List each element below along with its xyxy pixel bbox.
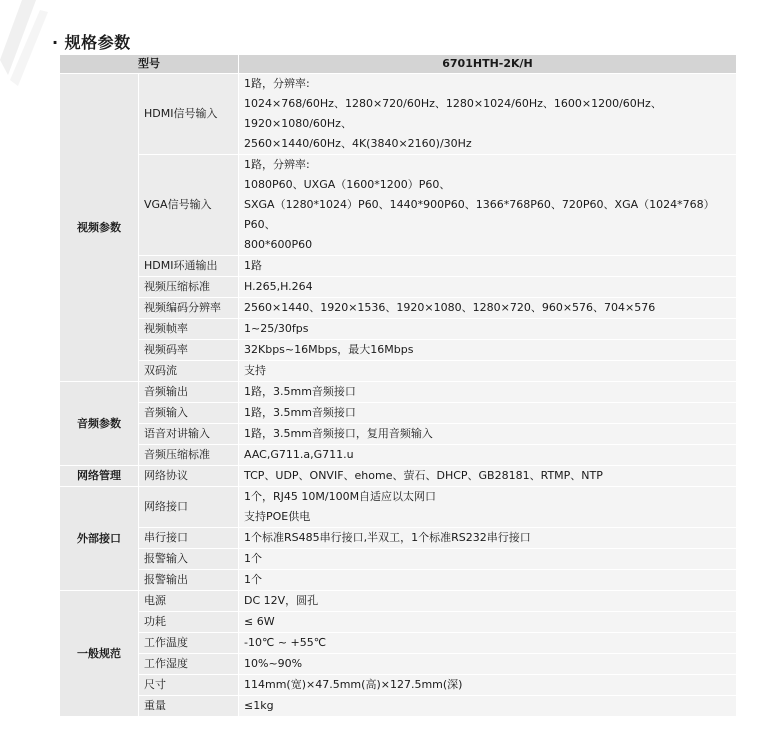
header-label: 型号 [60,55,239,74]
spec-row [60,382,737,403]
spec-value [239,633,737,654]
spec-value [239,340,737,361]
spec-label: 视频帧率 [139,319,239,340]
spec-table [59,54,737,717]
spec-label: 音频输出 [139,382,239,403]
spec-label: 重量 [139,696,239,717]
spec-header-row [60,55,737,74]
spec-body [60,74,737,717]
spec-category: 外部接口 [60,487,139,591]
spec-label: 网络协议 [139,466,239,487]
spec-row [60,487,737,528]
spec-value [239,256,737,277]
spec-value [239,382,737,403]
spec-value [239,155,737,256]
spec-value-line: SXGA（1280*1024）P60、1440*900P60、1366*768P60、720P60、XGA（1024*768）P60、 [244,198,715,231]
spec-value-line: 1路 [244,259,262,272]
spec-label: 电源 [139,591,239,612]
spec-value-line: ≤ 6W [244,615,275,628]
spec-value-line: 支持 [244,364,266,377]
spec-value [239,319,737,340]
spec-label: 音频压缩标准 [139,445,239,466]
spec-row [60,445,737,466]
spec-label: 工作湿度 [139,654,239,675]
spec-value-line: 1个 [244,573,262,586]
spec-category: 视频参数 [60,74,139,382]
spec-label: VGA信号输入 [139,155,239,256]
spec-row [60,633,737,654]
spec-value [239,74,737,155]
spec-category: 音频参数 [60,382,139,466]
spec-row [60,277,737,298]
spec-label: 视频码率 [139,340,239,361]
spec-value-line: -10℃ ~ +55℃ [244,636,327,649]
spec-row [60,74,737,155]
spec-value-line: 1个，RJ45 10M/100M自适应以太网口 [244,490,437,503]
spec-row [60,403,737,424]
spec-value-line: 1个 [244,552,262,565]
spec-label: 音频输入 [139,403,239,424]
spec-value [239,403,737,424]
spec-value [239,654,737,675]
spec-value [239,549,737,570]
spec-row [60,256,737,277]
spec-value-line: 10%~90% [244,657,303,670]
spec-row [60,528,737,549]
spec-value [239,528,737,549]
spec-value-line: 114mm(宽)×47.5mm(高)×127.5mm(深) [244,678,463,691]
spec-category: 一般规范 [60,591,139,717]
spec-value-line: 1个标准RS485串行接口,半双工，1个标准RS232串行接口 [244,531,531,544]
corner-watermark-shape [0,0,60,90]
spec-row [60,466,737,487]
spec-category: 网络管理 [60,466,139,487]
spec-row [60,675,737,696]
spec-value-line: 32Kbps~16Mbps，最大16Mbps [244,343,414,356]
spec-value [239,591,737,612]
spec-row [60,155,737,256]
spec-row [60,612,737,633]
spec-value-line: ≤1kg [244,699,274,712]
spec-value-line: 1024×768/60Hz、1280×720/60Hz、1280×1024/60Hz、1600×1200/60Hz、1920×1080/60Hz、 [244,97,662,130]
spec-value-line: 1路，分辨率: [244,77,310,90]
spec-value-line: 2560×1440/60Hz、4K(3840×2160)/30Hz [244,137,472,150]
spec-value [239,361,737,382]
spec-value [239,696,737,717]
spec-value-line: 1080P60、UXGA（1600*1200）P60、 [244,178,451,191]
spec-label: 功耗 [139,612,239,633]
spec-value-line: TCP、UDP、ONVIF、ehome、萤石、DHCP、GB28181、RTMP、NTP [244,469,603,482]
spec-value-line: 1~25/30fps [244,322,309,335]
spec-row [60,424,737,445]
spec-value [239,612,737,633]
spec-label: 双码流 [139,361,239,382]
spec-value-line: AAC,G711.a,G711.u [244,448,354,461]
spec-value-line: 支持POE供电 [244,510,311,523]
spec-label: HDMI环通输出 [139,256,239,277]
spec-label: 视频压缩标准 [139,277,239,298]
spec-value-line: 1路，3.5mm音频接口，复用音频输入 [244,427,433,440]
spec-label: 语音对讲输入 [139,424,239,445]
spec-row [60,570,737,591]
spec-value-line: 1路，3.5mm音频接口 [244,406,356,419]
spec-row [60,654,737,675]
spec-value [239,487,737,528]
spec-label: HDMI信号输入 [139,74,239,155]
spec-value [239,466,737,487]
spec-value [239,298,737,319]
spec-row [60,696,737,717]
spec-label: 串行接口 [139,528,239,549]
spec-value-line: DC 12V，圆孔 [244,594,319,607]
spec-value-line: 800*600P60 [244,238,313,251]
spec-row [60,361,737,382]
spec-value [239,277,737,298]
spec-label: 报警输入 [139,549,239,570]
spec-value-line: 1路，3.5mm音频接口 [244,385,356,398]
spec-value [239,570,737,591]
spec-value [239,424,737,445]
header-model: 6701HTH-2K/H [239,55,737,74]
spec-row [60,591,737,612]
spec-value [239,675,737,696]
spec-label: 网络接口 [139,487,239,528]
spec-label: 工作温度 [139,633,239,654]
spec-row [60,319,737,340]
spec-row [60,340,737,361]
spec-row [60,298,737,319]
spec-row [60,549,737,570]
spec-label: 尺寸 [139,675,239,696]
spec-value [239,445,737,466]
spec-value-line: 1路，分辨率: [244,158,310,171]
spec-label: 视频编码分辨率 [139,298,239,319]
spec-value-line: H.265,H.264 [244,280,313,293]
spec-value-line: 2560×1440、1920×1536、1920×1080、1280×720、960×576、704×576 [244,301,656,314]
page-title: · 规格参数 [52,33,131,52]
spec-label: 报警输出 [139,570,239,591]
